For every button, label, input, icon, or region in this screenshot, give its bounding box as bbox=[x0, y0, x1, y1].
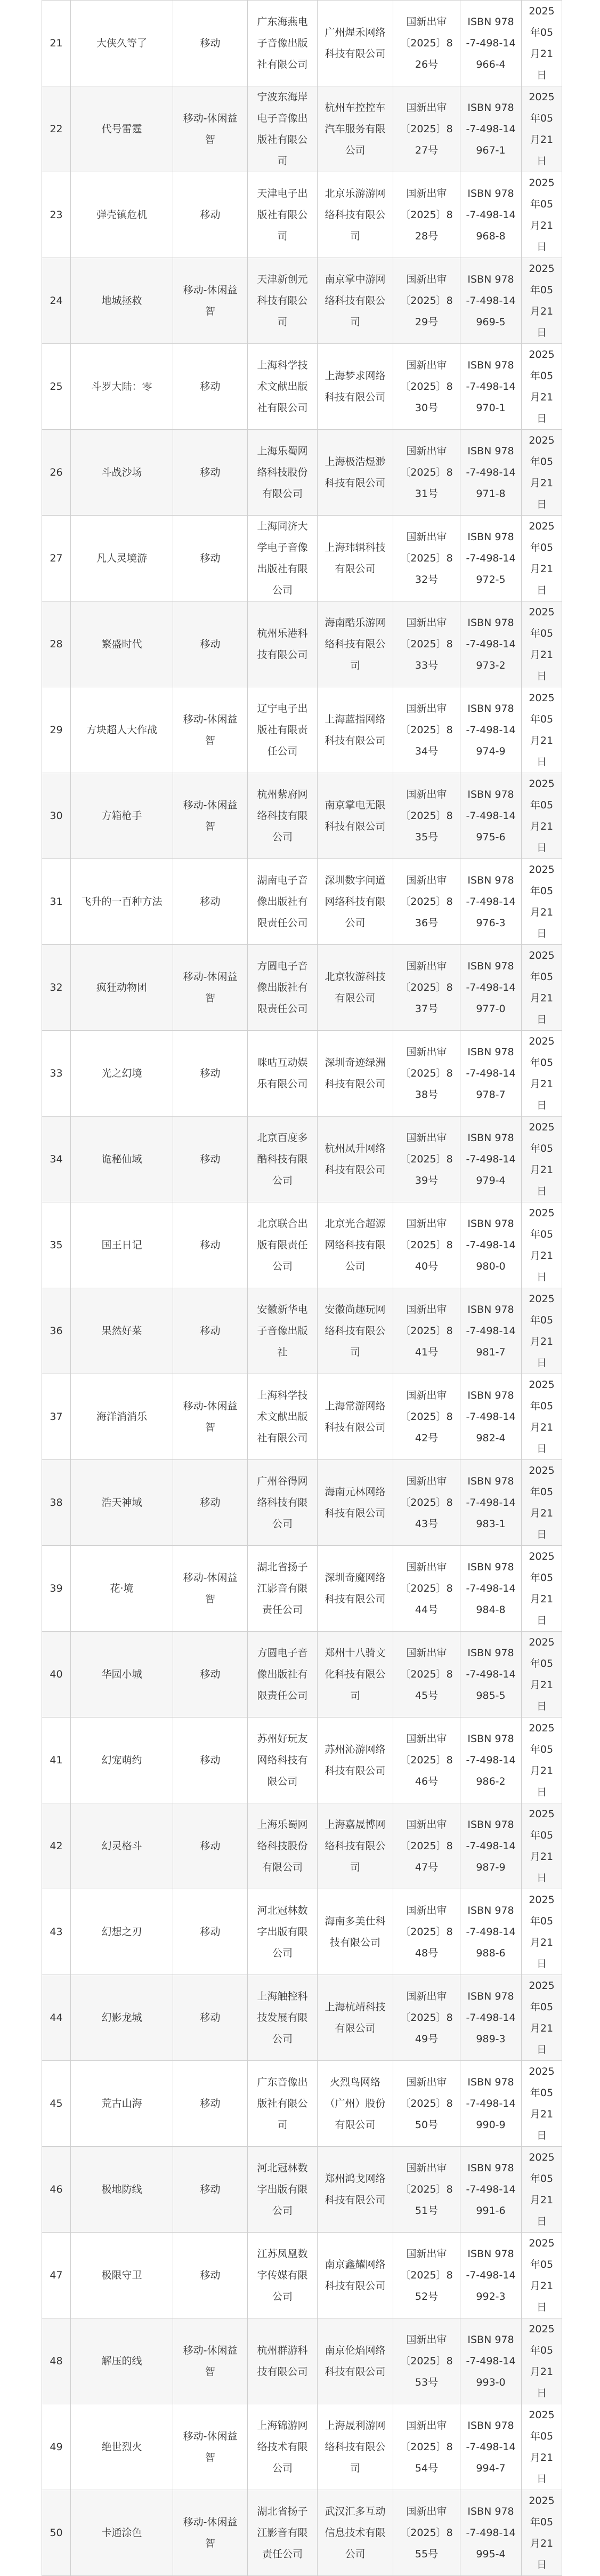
operator-name: 安徽尚趣玩网络科技有限公司 bbox=[318, 1288, 393, 1374]
approval-number: 国新出审〔2025〕843号 bbox=[393, 1460, 460, 1546]
row-number: 28 bbox=[42, 601, 71, 687]
table-row bbox=[42, 687, 562, 773]
isbn-number: ISBN 978-7-498-14982-4 bbox=[460, 1374, 522, 1460]
publisher-name: 宁波东海岸电子音像出版社有限公司 bbox=[248, 86, 318, 172]
game-category: 移动 bbox=[173, 601, 248, 687]
approval-number: 国新出审〔2025〕833号 bbox=[393, 601, 460, 687]
approval-number: 国新出审〔2025〕836号 bbox=[393, 859, 460, 945]
table-row bbox=[42, 1975, 562, 2061]
approval-date: 2025年05月21日 bbox=[522, 1632, 562, 1718]
operator-name: 郑州鸿戈网络科技有限公司 bbox=[318, 2147, 393, 2233]
approval-date: 2025年05月21日 bbox=[522, 1803, 562, 1889]
row-number: 48 bbox=[42, 2318, 71, 2404]
game-name: 代号雷霆 bbox=[71, 86, 173, 172]
approval-number: 国新出审〔2025〕837号 bbox=[393, 945, 460, 1031]
row-number: 37 bbox=[42, 1374, 71, 1460]
approval-date: 2025年05月21日 bbox=[522, 945, 562, 1031]
operator-name: 北京光合超源网络科技有限公司 bbox=[318, 1202, 393, 1288]
row-number: 38 bbox=[42, 1460, 71, 1546]
isbn-number: ISBN 978-7-498-14979-4 bbox=[460, 1117, 522, 1202]
game-category: 移动 bbox=[173, 1632, 248, 1718]
game-name: 荒古山海 bbox=[71, 2061, 173, 2147]
approval-number: 国新出审〔2025〕835号 bbox=[393, 773, 460, 859]
game-name: 绝世烈火 bbox=[71, 2404, 173, 2490]
publisher-name: 广州谷得网络科技有限公司 bbox=[248, 1460, 318, 1546]
isbn-number: ISBN 978-7-498-14991-6 bbox=[460, 2147, 522, 2233]
operator-name: 南京掌中游网络科技有限公司 bbox=[318, 258, 393, 344]
publisher-name: 湖北省扬子江影音有限责任公司 bbox=[248, 2490, 318, 2576]
game-category: 移动 bbox=[173, 1288, 248, 1374]
approval-date: 2025年05月21日 bbox=[522, 86, 562, 172]
operator-name: 杭州凤升网络科技有限公司 bbox=[318, 1117, 393, 1202]
row-number: 35 bbox=[42, 1202, 71, 1288]
operator-name: 海南多美仕科技有限公司 bbox=[318, 1889, 393, 1975]
row-number: 47 bbox=[42, 2233, 71, 2318]
approval-date: 2025年05月21日 bbox=[522, 1117, 562, 1202]
isbn-number: ISBN 978-7-498-14984-8 bbox=[460, 1546, 522, 1632]
table-row bbox=[42, 516, 562, 601]
operator-name: 苏州沁游网络科技有限公司 bbox=[318, 1718, 393, 1803]
row-number: 33 bbox=[42, 1031, 71, 1117]
publisher-name: 安徽新华电子音像出版社 bbox=[248, 1288, 318, 1374]
game-category: 移动 bbox=[173, 1460, 248, 1546]
operator-name: 上海嘉晟博网络科技有限公司 bbox=[318, 1803, 393, 1889]
isbn-number: ISBN 978-7-498-14971-8 bbox=[460, 430, 522, 516]
game-name: 幻影龙城 bbox=[71, 1975, 173, 2061]
table-row bbox=[42, 945, 562, 1031]
game-category: 移动 bbox=[173, 1889, 248, 1975]
approval-date: 2025年05月21日 bbox=[522, 1031, 562, 1117]
publisher-name: 杭州群游科技有限公司 bbox=[248, 2318, 318, 2404]
game-name: 国王日记 bbox=[71, 1202, 173, 1288]
game-category: 移动-休闲益智 bbox=[173, 1546, 248, 1632]
operator-name: 上海梦求网络科技有限公司 bbox=[318, 344, 393, 430]
isbn-number: ISBN 978-7-498-14978-7 bbox=[460, 1031, 522, 1117]
isbn-number: ISBN 978-7-498-14980-0 bbox=[460, 1202, 522, 1288]
row-number: 36 bbox=[42, 1288, 71, 1374]
game-category: 移动 bbox=[173, 1718, 248, 1803]
approval-date: 2025年05月21日 bbox=[522, 1, 562, 86]
publisher-name: 湖北省扬子江影音有限责任公司 bbox=[248, 1546, 318, 1632]
isbn-number: ISBN 978-7-498-14983-1 bbox=[460, 1460, 522, 1546]
publisher-name: 杭州乐港科技有限公司 bbox=[248, 601, 318, 687]
approval-date: 2025年05月21日 bbox=[522, 1889, 562, 1975]
game-category: 移动 bbox=[173, 2147, 248, 2233]
game-category: 移动-休闲益智 bbox=[173, 2318, 248, 2404]
row-number: 26 bbox=[42, 430, 71, 516]
row-number: 22 bbox=[42, 86, 71, 172]
publisher-name: 上海乐蜀网络科技股份有限公司 bbox=[248, 1803, 318, 1889]
operator-name: 海南元林网络科技有限公司 bbox=[318, 1460, 393, 1546]
row-number: 29 bbox=[42, 687, 71, 773]
isbn-number: ISBN 978-7-498-14995-4 bbox=[460, 2490, 522, 2576]
isbn-number: ISBN 978-7-498-14981-7 bbox=[460, 1288, 522, 1374]
operator-name: 上海玮辑科技有限公司 bbox=[318, 516, 393, 601]
approval-number: 国新出审〔2025〕831号 bbox=[393, 430, 460, 516]
publisher-name: 苏州好玩友网络科技有限公司 bbox=[248, 1718, 318, 1803]
approval-date: 2025年05月21日 bbox=[522, 1975, 562, 2061]
publisher-name: 上海同济大学电子音像出版社有限公司 bbox=[248, 516, 318, 601]
operator-name: 南京鑫耀网络科技有限公司 bbox=[318, 2233, 393, 2318]
game-name: 地城拯救 bbox=[71, 258, 173, 344]
isbn-number: ISBN 978-7-498-14994-7 bbox=[460, 2404, 522, 2490]
approval-number: 国新出审〔2025〕838号 bbox=[393, 1031, 460, 1117]
row-number: 44 bbox=[42, 1975, 71, 2061]
isbn-number: ISBN 978-7-498-14974-9 bbox=[460, 687, 522, 773]
publisher-name: 天津电子出版社有限公司 bbox=[248, 172, 318, 258]
publisher-name: 辽宁电子出版社有限责任公司 bbox=[248, 687, 318, 773]
row-number: 50 bbox=[42, 2490, 71, 2576]
row-number: 43 bbox=[42, 1889, 71, 1975]
publisher-name: 湖南电子音像出版社有限责任公司 bbox=[248, 859, 318, 945]
table-row bbox=[42, 2318, 562, 2404]
game-name: 光之幻境 bbox=[71, 1031, 173, 1117]
operator-name: 武汉汇多互动信息技术有限公司 bbox=[318, 2490, 393, 2576]
game-name: 幻灵格斗 bbox=[71, 1803, 173, 1889]
approval-date: 2025年05月21日 bbox=[522, 773, 562, 859]
operator-name: 上海杭靖科技有限公司 bbox=[318, 1975, 393, 2061]
game-category: 移动 bbox=[173, 1117, 248, 1202]
table-row bbox=[42, 1031, 562, 1117]
table-row bbox=[42, 172, 562, 258]
table-row bbox=[42, 1803, 562, 1889]
game-name: 卡通涂色 bbox=[71, 2490, 173, 2576]
approval-number: 国新出审〔2025〕851号 bbox=[393, 2147, 460, 2233]
table-row bbox=[42, 1288, 562, 1374]
row-number: 23 bbox=[42, 172, 71, 258]
approval-date: 2025年05月21日 bbox=[522, 859, 562, 945]
game-name: 方箱枪手 bbox=[71, 773, 173, 859]
isbn-number: ISBN 978-7-498-14976-3 bbox=[460, 859, 522, 945]
game-name: 极地防线 bbox=[71, 2147, 173, 2233]
game-category: 移动 bbox=[173, 2061, 248, 2147]
approval-number: 国新出审〔2025〕839号 bbox=[393, 1117, 460, 1202]
table-row bbox=[42, 773, 562, 859]
approval-date: 2025年05月21日 bbox=[522, 2404, 562, 2490]
approval-date: 2025年05月21日 bbox=[522, 172, 562, 258]
publisher-name: 杭州紫府网络科技有限公司 bbox=[248, 773, 318, 859]
row-number: 27 bbox=[42, 516, 71, 601]
row-number: 40 bbox=[42, 1632, 71, 1718]
table-row bbox=[42, 86, 562, 172]
operator-name: 上海蓝指网络科技有限公司 bbox=[318, 687, 393, 773]
publisher-name: 北京联合出版有限责任公司 bbox=[248, 1202, 318, 1288]
game-category: 移动 bbox=[173, 1031, 248, 1117]
row-number: 21 bbox=[42, 1, 71, 86]
game-name: 海洋消消乐 bbox=[71, 1374, 173, 1460]
approval-number: 国新出审〔2025〕853号 bbox=[393, 2318, 460, 2404]
row-number: 42 bbox=[42, 1803, 71, 1889]
game-name: 诡秘仙域 bbox=[71, 1117, 173, 1202]
table-row bbox=[42, 2404, 562, 2490]
operator-name: 深圳数字问道网络科技有限公司 bbox=[318, 859, 393, 945]
publisher-name: 上海科学技术文献出版社有限公司 bbox=[248, 1374, 318, 1460]
game-name: 繁盛时代 bbox=[71, 601, 173, 687]
game-name: 凡人灵境游 bbox=[71, 516, 173, 601]
approval-number: 国新出审〔2025〕855号 bbox=[393, 2490, 460, 2576]
table-body bbox=[42, 1, 562, 2576]
table-row bbox=[42, 1632, 562, 1718]
row-number: 24 bbox=[42, 258, 71, 344]
game-name: 浩天神域 bbox=[71, 1460, 173, 1546]
publisher-name: 北京百度多酷科技有限公司 bbox=[248, 1117, 318, 1202]
isbn-number: ISBN 978-7-498-14973-2 bbox=[460, 601, 522, 687]
approval-number: 国新出审〔2025〕832号 bbox=[393, 516, 460, 601]
isbn-number: ISBN 978-7-498-14969-5 bbox=[460, 258, 522, 344]
approval-date: 2025年05月21日 bbox=[522, 2061, 562, 2147]
publisher-name: 广东海燕电子音像出版社有限公司 bbox=[248, 1, 318, 86]
publisher-name: 咪咕互动娱乐有限公司 bbox=[248, 1031, 318, 1117]
approval-number: 国新出审〔2025〕829号 bbox=[393, 258, 460, 344]
publisher-name: 广东音像出版社有限公司 bbox=[248, 2061, 318, 2147]
publisher-name: 上海锦游网络技术有限公司 bbox=[248, 2404, 318, 2490]
row-number: 25 bbox=[42, 344, 71, 430]
table-row bbox=[42, 1546, 562, 1632]
game-approval-table bbox=[42, 0, 562, 2576]
game-category: 移动 bbox=[173, 430, 248, 516]
approval-date: 2025年05月21日 bbox=[522, 2233, 562, 2318]
game-name: 大侠久等了 bbox=[71, 1, 173, 86]
row-number: 39 bbox=[42, 1546, 71, 1632]
isbn-number: ISBN 978-7-498-14985-5 bbox=[460, 1632, 522, 1718]
game-category: 移动-休闲益智 bbox=[173, 258, 248, 344]
row-number: 46 bbox=[42, 2147, 71, 2233]
table-row bbox=[42, 344, 562, 430]
approval-date: 2025年05月21日 bbox=[522, 258, 562, 344]
isbn-number: ISBN 978-7-498-14970-1 bbox=[460, 344, 522, 430]
table-row bbox=[42, 2233, 562, 2318]
table-row bbox=[42, 258, 562, 344]
publisher-name: 上海科学技术文献出版社有限公司 bbox=[248, 344, 318, 430]
game-name: 方块超人大作战 bbox=[71, 687, 173, 773]
approval-date: 2025年05月21日 bbox=[522, 1546, 562, 1632]
isbn-number: ISBN 978-7-498-14989-3 bbox=[460, 1975, 522, 2061]
publisher-name: 方圆电子音像出版社有限责任公司 bbox=[248, 945, 318, 1031]
game-category: 移动-休闲益智 bbox=[173, 773, 248, 859]
approval-number: 国新出审〔2025〕848号 bbox=[393, 1889, 460, 1975]
table-row bbox=[42, 601, 562, 687]
table-row bbox=[42, 1202, 562, 1288]
approval-date: 2025年05月21日 bbox=[522, 2490, 562, 2576]
approval-number: 国新出审〔2025〕834号 bbox=[393, 687, 460, 773]
game-name: 斗战沙场 bbox=[71, 430, 173, 516]
operator-name: 杭州车控控车汽车服务有限公司 bbox=[318, 86, 393, 172]
approval-date: 2025年05月21日 bbox=[522, 601, 562, 687]
approval-number: 国新出审〔2025〕828号 bbox=[393, 172, 460, 258]
game-name: 华园小城 bbox=[71, 1632, 173, 1718]
game-category: 移动-休闲益智 bbox=[173, 1374, 248, 1460]
approval-date: 2025年05月21日 bbox=[522, 1202, 562, 1288]
approval-number: 国新出审〔2025〕840号 bbox=[393, 1202, 460, 1288]
operator-name: 上海极浩煜渺科技有限公司 bbox=[318, 430, 393, 516]
row-number: 41 bbox=[42, 1718, 71, 1803]
isbn-number: ISBN 978-7-498-14966-4 bbox=[460, 1, 522, 86]
row-number: 30 bbox=[42, 773, 71, 859]
isbn-number: ISBN 978-7-498-14968-8 bbox=[460, 172, 522, 258]
game-name: 飞升的一百种方法 bbox=[71, 859, 173, 945]
approval-date: 2025年05月21日 bbox=[522, 1460, 562, 1546]
row-number: 32 bbox=[42, 945, 71, 1031]
approval-date: 2025年05月21日 bbox=[522, 2318, 562, 2404]
operator-name: 郑州十八骑文化科技有限公司 bbox=[318, 1632, 393, 1718]
approval-number: 国新出审〔2025〕844号 bbox=[393, 1546, 460, 1632]
game-name: 幻宠萌约 bbox=[71, 1718, 173, 1803]
isbn-number: ISBN 978-7-498-14972-5 bbox=[460, 516, 522, 601]
table-row bbox=[42, 2061, 562, 2147]
approval-number: 国新出审〔2025〕845号 bbox=[393, 1632, 460, 1718]
operator-name: 上海常游网络科技有限公司 bbox=[318, 1374, 393, 1460]
table-row bbox=[42, 430, 562, 516]
game-category: 移动 bbox=[173, 344, 248, 430]
operator-name: 广州煋禾网络科技有限公司 bbox=[318, 1, 393, 86]
game-category: 移动 bbox=[173, 1975, 248, 2061]
table-row bbox=[42, 2490, 562, 2576]
game-category: 移动 bbox=[173, 1803, 248, 1889]
isbn-number: ISBN 978-7-498-14987-9 bbox=[460, 1803, 522, 1889]
approval-date: 2025年05月21日 bbox=[522, 344, 562, 430]
approval-date: 2025年05月21日 bbox=[522, 2147, 562, 2233]
table-row bbox=[42, 859, 562, 945]
approval-number: 国新出审〔2025〕842号 bbox=[393, 1374, 460, 1460]
table-row bbox=[42, 1, 562, 86]
row-number: 34 bbox=[42, 1117, 71, 1202]
isbn-number: ISBN 978-7-498-14993-0 bbox=[460, 2318, 522, 2404]
game-category: 移动 bbox=[173, 172, 248, 258]
row-number: 45 bbox=[42, 2061, 71, 2147]
operator-name: 上海晟利游网络科技有限公司 bbox=[318, 2404, 393, 2490]
isbn-number: ISBN 978-7-498-14977-0 bbox=[460, 945, 522, 1031]
table-row bbox=[42, 1117, 562, 1202]
approval-date: 2025年05月21日 bbox=[522, 1718, 562, 1803]
isbn-number: ISBN 978-7-498-14975-6 bbox=[460, 773, 522, 859]
approval-number: 国新出审〔2025〕852号 bbox=[393, 2233, 460, 2318]
game-category: 移动 bbox=[173, 1, 248, 86]
game-name: 极限守卫 bbox=[71, 2233, 173, 2318]
approval-date: 2025年05月21日 bbox=[522, 687, 562, 773]
publisher-name: 江苏凤凰数字传媒有限公司 bbox=[248, 2233, 318, 2318]
approval-date: 2025年05月21日 bbox=[522, 516, 562, 601]
game-category: 移动-休闲益智 bbox=[173, 2490, 248, 2576]
game-category: 移动-休闲益智 bbox=[173, 945, 248, 1031]
operator-name: 深圳奇迹绿洲科技有限公司 bbox=[318, 1031, 393, 1117]
approval-number: 国新出审〔2025〕846号 bbox=[393, 1718, 460, 1803]
isbn-number: ISBN 978-7-498-14992-3 bbox=[460, 2233, 522, 2318]
game-category: 移动-休闲益智 bbox=[173, 2404, 248, 2490]
approval-number: 国新出审〔2025〕847号 bbox=[393, 1803, 460, 1889]
game-category: 移动 bbox=[173, 859, 248, 945]
publisher-name: 天津新创元科技有限公司 bbox=[248, 258, 318, 344]
publisher-name: 上海触控科技发展有限公司 bbox=[248, 1975, 318, 2061]
publisher-name: 上海乐蜀网络科技股份有限公司 bbox=[248, 430, 318, 516]
operator-name: 北京乐游游网络科技有限公司 bbox=[318, 172, 393, 258]
game-name: 花·境 bbox=[71, 1546, 173, 1632]
publisher-name: 河北冠林数字出版有限公司 bbox=[248, 2147, 318, 2233]
operator-name: 深圳奇魔网络科技有限公司 bbox=[318, 1546, 393, 1632]
operator-name: 南京伦焰网络科技有限公司 bbox=[318, 2318, 393, 2404]
isbn-number: ISBN 978-7-498-14986-2 bbox=[460, 1718, 522, 1803]
game-category: 移动 bbox=[173, 516, 248, 601]
table-row bbox=[42, 1460, 562, 1546]
operator-name: 火烈鸟网络（广州）股份有限公司 bbox=[318, 2061, 393, 2147]
approval-number: 国新出审〔2025〕850号 bbox=[393, 2061, 460, 2147]
table-row bbox=[42, 1889, 562, 1975]
operator-name: 南京掌电无限科技有限公司 bbox=[318, 773, 393, 859]
isbn-number: ISBN 978-7-498-14990-9 bbox=[460, 2061, 522, 2147]
game-name: 果然好菜 bbox=[71, 1288, 173, 1374]
game-name: 疯狂动物团 bbox=[71, 945, 173, 1031]
approval-number: 国新出审〔2025〕841号 bbox=[393, 1288, 460, 1374]
game-category: 移动 bbox=[173, 1202, 248, 1288]
approval-number: 国新出审〔2025〕826号 bbox=[393, 1, 460, 86]
isbn-number: ISBN 978-7-498-14988-6 bbox=[460, 1889, 522, 1975]
approval-number: 国新出审〔2025〕827号 bbox=[393, 86, 460, 172]
isbn-number: ISBN 978-7-498-14967-1 bbox=[460, 86, 522, 172]
approval-number: 国新出审〔2025〕854号 bbox=[393, 2404, 460, 2490]
approval-number: 国新出审〔2025〕849号 bbox=[393, 1975, 460, 2061]
publisher-name: 河北冠林数字出版有限公司 bbox=[248, 1889, 318, 1975]
game-category: 移动-休闲益智 bbox=[173, 687, 248, 773]
operator-name: 北京牧游科技有限公司 bbox=[318, 945, 393, 1031]
game-name: 解压的线 bbox=[71, 2318, 173, 2404]
row-number: 31 bbox=[42, 859, 71, 945]
game-name: 幻想之刃 bbox=[71, 1889, 173, 1975]
approval-date: 2025年05月21日 bbox=[522, 1374, 562, 1460]
game-category: 移动-休闲益智 bbox=[173, 86, 248, 172]
publisher-name: 方圆电子音像出版社有限责任公司 bbox=[248, 1632, 318, 1718]
game-category: 移动 bbox=[173, 2233, 248, 2318]
table-row bbox=[42, 1374, 562, 1460]
approval-number: 国新出审〔2025〕830号 bbox=[393, 344, 460, 430]
table-row bbox=[42, 2147, 562, 2233]
game-name: 弹壳镇危机 bbox=[71, 172, 173, 258]
game-name: 斗罗大陆：零 bbox=[71, 344, 173, 430]
table-row bbox=[42, 1718, 562, 1803]
approval-date: 2025年05月21日 bbox=[522, 1288, 562, 1374]
row-number: 49 bbox=[42, 2404, 71, 2490]
operator-name: 海南酷乐游网络科技有限公司 bbox=[318, 601, 393, 687]
approval-date: 2025年05月21日 bbox=[522, 430, 562, 516]
